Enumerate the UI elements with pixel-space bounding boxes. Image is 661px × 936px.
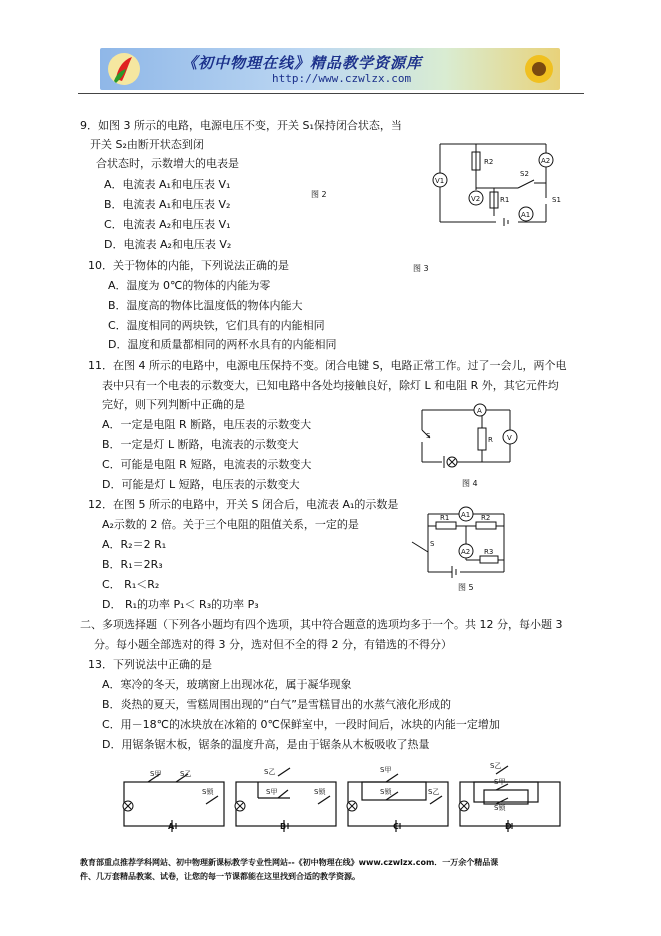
banner-url[interactable]: http://www.czwlzx.com [272,72,412,85]
svg-text:S甲: S甲 [494,778,506,786]
q9-stem-line2: 开关 S₂由断开状态到闭 [90,138,204,151]
site-logo-icon [106,51,142,87]
q10-option-a: A．温度为 0℃的物体的内能为零 [108,279,271,292]
q10-option-b: B．温度高的物体比温度低的物体内能大 [108,299,303,312]
svg-text:V1: V1 [435,177,445,185]
figure-4-circuit [418,402,528,474]
svg-text:R3: R3 [484,548,494,556]
svg-text:A2: A2 [541,157,551,165]
q13-option-d: D．用锯条锯木板，锯条的温度升高，是由于锯条从木板吸收了热量 [102,738,430,751]
q11-option-a: A．一定是电阻 R 断路，电压表的示数变大 [102,418,312,431]
svg-text:S甲: S甲 [150,770,162,778]
svg-text:A1: A1 [521,211,531,219]
section2-line1: 二、多项选择题（下列各小题均有四个选项，其中符合题意的选项均多于一个。共 12 分，每小题 3 [80,618,563,631]
svg-text:S乙: S乙 [490,762,502,770]
q12-option-a: A．R₂＝2 R₁ [102,538,167,551]
svg-text:S: S [426,432,431,440]
svg-text:S甲: S甲 [380,766,392,774]
q12-option-d: D． R₁的功率 P₁＜ R₃的功率 P₃ [102,598,259,611]
q12-stem-line1: 12．在图 5 所示的电路中，开关 S 闭合后，电流表 A₁的示数是 [88,498,399,511]
header-rule [78,93,584,94]
banner-title: 《初中物理在线》精品教学资源库 [182,54,423,72]
sunflower-icon [522,52,556,86]
q9-stem-line3: 合状态时，示数增大的电表是 [96,157,239,170]
svg-text:R1: R1 [440,514,450,522]
fig3-caption: 图 3 [413,264,429,273]
q12-stem-line2: A₂示数的 2 倍。关于三个电阻的阻值关系，一定的是 [102,518,359,531]
q9-stem-line1: 9．如图 3 所示的电路，电源电压不变，开关 S₁保持闭合状态，当 [80,119,402,132]
svg-text:S锁: S锁 [380,788,392,796]
svg-text:A: A [477,407,482,415]
svg-text:R1: R1 [500,196,510,204]
q13-option-b: B．炎热的夏天，雪糕周围出现的“白气”是雪糕冒出的水蒸气液化形成的 [102,698,451,711]
figure-3-circuit [428,138,568,228]
q10-option-c: C．温度相同的两块铁，它们具有的内能相同 [108,319,325,332]
figure-5-circuit [408,500,518,580]
q13-diagram-label-a: A [168,822,175,831]
q13-diagram-label-b: B [280,822,287,831]
section2-line2: 分。每小题全部选对的得 3 分，选对但不全的得 2 分，有错选的不得分） [94,638,452,651]
fig2-caption: 图 2 [311,190,327,199]
q12-option-b: B．R₁＝2R₃ [102,558,163,571]
q10-option-d: D．温度和质量都相同的两杯水具有的内能相同 [108,338,337,351]
q13-option-c: C．用－18℃的冰块放在冰箱的 0℃保鲜室中，一段时间后，冰块的内能一定增加 [102,718,500,731]
svg-text:S锁: S锁 [494,804,506,812]
svg-text:A2: A2 [461,548,471,556]
svg-text:R2: R2 [481,514,491,522]
svg-text:S: S [430,540,435,548]
q13-diagram-label-d: D [505,822,512,831]
q11-option-b: B．一定是灯 L 断路，电流表的示数变大 [102,438,299,451]
q13-circuit-diagrams [118,762,538,842]
q11-stem-line3: 完好，则下列判断中正确的是 [102,398,245,411]
q9-option-b: B．电流表 A₁和电压表 V₂ [104,198,231,211]
q13-stem: 13．下列说法中正确的是 [88,658,212,671]
site-banner [100,48,560,90]
svg-text:S乙: S乙 [264,768,276,776]
q9-option-d: D．电流表 A₂和电压表 V₂ [104,238,232,251]
q11-option-c: C．可能是电阻 R 短路，电流表的示数变大 [102,458,312,471]
svg-text:R2: R2 [484,158,494,166]
svg-text:R: R [488,436,493,444]
svg-text:S锁: S锁 [314,788,326,796]
footer-line1: 教育部重点推荐学科网站、初中物理新课标教学专业性网站--《初中物理在线》www.czwlzx.com．一万余个精品课 [80,858,499,867]
svg-text:S乙: S乙 [180,770,192,778]
q11-stem-line2: 表中只有一个电表的示数变大，已知电路中各处均接触良好，除灯 L 和电阻 R 外，其它元件均 [102,379,559,392]
svg-text:V2: V2 [471,195,481,203]
fig5-caption: 图 5 [458,583,474,592]
q13-option-a: A．寒冷的冬天，玻璃窗上出现冰花，属于凝华现象 [102,678,352,691]
svg-text:S1: S1 [552,196,561,204]
q11-stem-line1: 11．在图 4 所示的电路中，电源电压保持不变。闭合电键 S，电路正常工作。过了一会儿，两个电 [88,359,567,372]
svg-text:S锁: S锁 [202,788,214,796]
fig4-caption: 图 4 [462,479,478,488]
q9-option-c: C．电流表 A₂和电压表 V₁ [104,218,231,231]
q12-option-c: C． R₁＜R₂ [102,578,160,591]
q13-diagram-label-c: C [393,822,399,831]
q9-option-a: A．电流表 A₁和电压表 V₁ [104,178,231,191]
svg-text:A1: A1 [461,511,471,519]
svg-text:S2: S2 [520,170,529,178]
svg-text:V: V [507,434,512,442]
q11-option-d: D．可能是灯 L 短路，电压表的示数变大 [102,478,300,491]
footer-line2: 件、几万套精品教案、试卷，让您的每一节课都能在这里找到合适的教学资源。 [80,872,360,881]
q10-stem: 10．关于物体的内能，下列说法正确的是 [88,259,289,272]
svg-text:S甲: S甲 [266,788,278,796]
svg-text:S乙: S乙 [428,788,440,796]
